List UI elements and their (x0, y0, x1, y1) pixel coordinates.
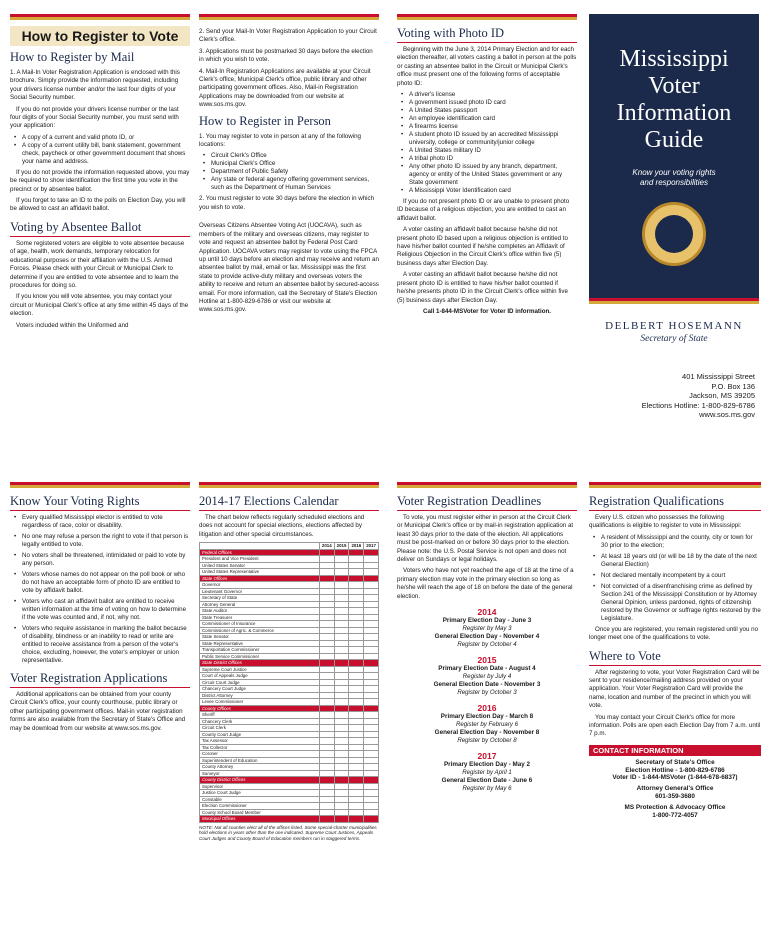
para: If you do not present photo ID or are unable to present photo ID because of a religious objection, you are entitled to cast an affidavit ballot. (397, 198, 570, 222)
list-item: • Voters who require assistance in marking the ballot because of disability, blindness or an inability to read or write are entitled to receive assistance from a person of the voter's choice, excluding, however, the voter's employer or union representative. (14, 625, 190, 665)
office-label: State Representative (200, 640, 320, 647)
deadline-year: 2014 (477, 607, 497, 618)
register-by: Register by February 6 (456, 721, 518, 729)
contact-line: Voter ID - 1-844-MSVoter (1-844-678-6837) (612, 774, 738, 782)
stripe (397, 14, 577, 20)
list-item: • Municipal Clerk's Office (203, 160, 379, 168)
para: A voter casting an affidavit ballot because he/she did not present photo ID based upon a religious objection is entitled to have his/her ballot counted if he/she completes an Affidavit of Religious Objection in the Circuit Clerk's office within five (5) business days after Election Day. (397, 226, 568, 267)
contact-block (589, 759, 761, 782)
list-item: • Department of Public Safety (203, 168, 379, 176)
para: Voters included within the Uniformed and (16, 321, 129, 329)
contact-line: Secretary of State's Office (635, 758, 715, 766)
contact-block (589, 804, 761, 820)
panel-deadlines (397, 482, 577, 927)
office-label: Supervisor (200, 783, 320, 790)
official-role: Secretary of State (640, 334, 708, 344)
panel-calendar (199, 482, 379, 927)
year-cell (349, 816, 364, 823)
heading-mail: How to Register by Mail (10, 50, 135, 64)
year-header: 2016 (349, 543, 364, 550)
office-label: Justice Court Judge (200, 790, 320, 797)
office-label: President and Vice President (200, 556, 320, 563)
stripe (589, 482, 761, 488)
list-item: • An employee identification card (401, 115, 577, 123)
office-label: Commissioner of Agric. & Commerce (200, 627, 320, 634)
deadline-year: 2016 (477, 703, 497, 714)
year-header: 2014 (319, 543, 334, 550)
panel-rights (10, 482, 190, 927)
register-by: Register by October 8 (457, 737, 517, 745)
year-cell (334, 816, 349, 823)
contact-line: Attorney General's Office (636, 785, 714, 793)
list-item: • Circuit Clerk's Office (203, 152, 379, 160)
list-item: • No voters shall be threatened, intimidated or paid to vote by any person. (14, 552, 190, 568)
office-label: Election Commissioner (200, 803, 320, 810)
cover-subtitle (589, 168, 759, 188)
register-by: Register by April 1 (462, 769, 512, 777)
para: You may contact your Circuit Clerk's office for more information. Polls are open each Election Day from 7 a.m. until 7 p.m. (589, 713, 761, 738)
list-item: • A United States passport (401, 107, 577, 115)
para: A voter casting an affidavit ballot because he/she did not present photo ID is entitled to have his/her ballot counted if he/she presents photo ID in the Circuit Clerk's office within five (5) business days after Election Day. (397, 271, 568, 304)
address-line: 401 Mississippi Street (682, 372, 755, 381)
list-item: • Every qualified Mississippi elector is entitled to vote regardless of race, color or disability. (14, 514, 190, 530)
cover-title (589, 46, 759, 154)
heading-absentee: Voting by Absentee Ballot (10, 220, 190, 237)
para: If you do not provide the information requested above, you may be required to show identification the first time you vote in the precinct or by absentee ballot. (10, 168, 190, 193)
office-label: Municipal Offices (200, 816, 320, 823)
election-day: Primary Election Day - June 3 (442, 617, 532, 625)
panel-photo-id (397, 14, 577, 464)
para: 2. You must register to vote 30 days before the election in which you wish to vote. (199, 195, 375, 211)
cover-panel (589, 14, 759, 304)
office-label: County District Offices (200, 777, 320, 784)
list-item: • At least 18 years old (or will be 18 by the date of the next General Election) (593, 553, 761, 569)
register-by: Register by May 6 (462, 785, 512, 793)
contact-line: 1-800-772-4057 (652, 811, 698, 819)
heading-deadlines: Voter Registration Deadlines (397, 494, 577, 511)
office-label: Coroner (200, 751, 320, 758)
table-note: NOTE: Not all counties elect all of the offices listed. Some special-charter municipalities hold elections in years other than the one indicated. Supreme Court Justices, Appeals Court Judges and County Board of Education members run in staggered terms. (199, 824, 377, 841)
office-label: District Attorney (200, 692, 320, 699)
year-cell (319, 816, 334, 823)
election-day: General Election Date - June 6 (441, 777, 533, 785)
contact-line: Election Hotline - 1-800-829-6786 (625, 766, 725, 774)
election-day: General Election Date - November 3 (433, 681, 541, 689)
state-seal-icon (642, 202, 706, 266)
office-label: Tax Assessor (200, 738, 320, 745)
elections-table (199, 542, 379, 823)
stripe (10, 14, 190, 20)
office-label: Secretary of State (200, 595, 320, 602)
office-label: County Attorney (200, 764, 320, 771)
office-label: Commissioner of Insurance (200, 621, 320, 628)
office-label: Federal Offices (200, 549, 320, 556)
office-label: Lieutenant Governor (200, 588, 320, 595)
list-item: • Voters who cast an affidavit ballot are entitled to receive written information at the time of voting on how to determine if the vote was counted and, if not, why not. (14, 598, 190, 622)
para: 1. A Mail-In Voter Registration Application is enclosed with this brochure. Simply provide the information requested, including your drivers license number and/or the last four digits of your Social Security number. (10, 69, 180, 102)
register-by: Register by October 3 (457, 689, 517, 697)
para: Additional applications can be obtained from your county Circuit Clerk's office, your county courthouse, public library or other participating government offices. Mail-in voter registration forms are also available from the Secretary of State's Office and may be download from our website at www.sos.ms.gov. (10, 691, 186, 732)
list-item: • Not convicted of a disenfranchising crime as defined by Section 241 of the Mississippi Constitution or by Attorney General Opinion, unless pardoned, rights of citizenship restored by the Governor or suffrage rights restored by the Legislature. (593, 583, 761, 623)
contact-line: MS Protection & Advocacy Office (624, 803, 726, 811)
deadline-list (397, 607, 577, 793)
office-label: Tax Collector (200, 744, 320, 751)
para: After registering to vote, your Voter Registration Card will be sent to your residence/mailing address provided on your application. Your Voter Registration Card will provide the name, location and number of the precinct in which you will vote. (589, 668, 760, 710)
list-item: • No one may refuse a person the right to vote if that person is legally entitled to vote. (14, 533, 190, 549)
year-header: 2015 (334, 543, 349, 550)
election-day: Primary Election Date - August 4 (438, 665, 536, 673)
para: 3. Applications must be postmarked 30 days before the election in which you wish to vote. (199, 47, 373, 64)
list-item: • Voters whose names do not appear on the poll book or who do not have an acceptable form of photo ID are entitled to vote by affidavit ballot. (14, 571, 190, 595)
heading-photo-id: Voting with Photo ID (397, 26, 577, 43)
heading-applications: Voter Registration Applications (10, 671, 190, 688)
para: If you know you will vote absentee, you may contact your circuit or Municipal Clerk's office at any time within 45 days of the election. (10, 293, 189, 318)
office-label: Chancery Clerk (200, 718, 320, 725)
register-by: Register by May 3 (462, 625, 512, 633)
year-header: 2017 (364, 543, 379, 550)
list-item: • Any other photo ID issued by any branch, department, agency or entity of the United States government or any State government (401, 163, 577, 187)
cover-title-line: Information (616, 100, 732, 126)
office-label: Circuit Court Judge (200, 679, 320, 686)
list-item: • Any state or federal agency offering government services, such as the Department of Human Services (203, 176, 379, 192)
para: 4. Mail-In Registration Applications are available at your Circuit Clerk's office, Municipal Clerk's office, public library and other participating government offices. Also, Mail-in Registration Applications may be downloaded from our website at www.sos.ms.gov. (199, 67, 371, 109)
subtitle-line: and responsibilities (639, 178, 709, 187)
cover-title-line: Guide (644, 127, 704, 153)
stripe (199, 482, 379, 488)
panel-qualifications (589, 482, 761, 927)
deadline-year: 2015 (477, 655, 497, 666)
para: Beginning with the June 3, 2014 Primary Election and for each election thereafter, all voters casting a ballot in person at the polls or casting an absentee ballot in the Circuit or Municipal Clerk's office must present one of the following forms of acceptable photo ID: (397, 46, 577, 87)
register-by: Register by October 4 (457, 641, 517, 649)
office-label: County Court Judge (200, 731, 320, 738)
heading-qualifications: Registration Qualifications (589, 494, 761, 511)
para: 1. You may register to vote in person at any of the following locations: (199, 132, 362, 149)
para: Some registered voters are eligible to vote absentee because of age, health, work demands, temporary relocation for educational purposes or their affiliation with the U.S. Armed Forces. Please check with your Circuit or Municipal Clerk to determine if you are entitled to vote absentee and to learn the procedures for doing so. (10, 239, 185, 289)
register-by: Register by July 4 (462, 673, 512, 681)
stripe (10, 482, 190, 488)
para: Voters who have not yet reached the age of 18 at the time of a primary election may vote in the primary election so long as he/she will reach the age of 18 on before the date of the general election. (397, 567, 574, 600)
office-label: Attorney General (200, 601, 320, 608)
heading-calendar: 2014-17 Elections Calendar (199, 494, 379, 511)
official-name: DELBERT HOSEMANN (605, 320, 743, 332)
deadline-year: 2017 (477, 751, 497, 762)
contact-heading: CONTACT INFORMATION (589, 745, 761, 756)
stripe (199, 14, 379, 20)
office-label: Public Service Commissioner (200, 653, 320, 660)
office-label: County School Board Member (200, 809, 320, 816)
website-link[interactable]: www.sos.ms.gov (699, 410, 755, 419)
office-label: Court of Appeals Judge (200, 673, 320, 680)
office-label: Surveyor (200, 770, 320, 777)
address-line: Jackson, MS 39205 (689, 391, 755, 400)
office-label: State Treasurer (200, 614, 320, 621)
stripe (397, 482, 577, 488)
office-label: Levee Commissioner (200, 699, 320, 706)
list-item: • A copy of a current utility bill, bank statement, government check, paycheck or other government document that shows your name and address. (14, 142, 190, 166)
contact-block (589, 785, 761, 801)
voter-id-call: Call 1-844-MSVoter for Voter ID information. (422, 307, 551, 315)
election-day: Primary Election Day - March 8 (440, 713, 534, 721)
para: To vote, you must register either in person at the Circuit Clerk or Municipal Clerk's office or by mail-in registration application at least 30 days prior to the date of the election. All applications must be post-marked on or before 30 days prior to the election. Please note: the U.S. Postal Service is not open and does not deliver on Sundays or legal holidays. (397, 514, 574, 564)
cover-title-line: Mississippi (619, 46, 729, 72)
para: Overseas Citizens Absentee Voting Act (UOCAVA), such as members of the military and overseas citizens, may register to vote and request an absentee ballot by Federal Post Card Application. UOCAVA voters may register to vote using the FPCA up until 10 days before an election and may receive and return an absentee ballot by mail, email or fax. Mississippi was the first state to provide active-duty military and overseas voters the ability to receive and return an absentee ballot by secured-access email. For more information, call the Secretary of State's Election Hotline at 1-800-829-6786 or visit our website at www.sos.ms.gov. (199, 222, 379, 314)
office-label: Governor (200, 582, 320, 589)
heading-person: How to Register in Person (199, 113, 331, 128)
para: Every U.S. citizen who possesses the following qualifications is eligible to register to vote in Mississippi: (589, 514, 742, 530)
contact-line: 601-359-3680 (655, 793, 695, 801)
list-item: • A copy of a current and valid photo ID, or (14, 134, 190, 142)
office-label: Transportation Commissioner (200, 647, 320, 654)
office-label: Chancery Court Judge (200, 686, 320, 693)
list-item: • A resident of Mississippi and the county, city or town for 30 prior to the election; (593, 534, 761, 550)
para: 2. Send your Mail-In Voter Registration Application to your Circuit Clerk's office. (199, 28, 377, 44)
subtitle-line: Know your voting rights (632, 168, 716, 177)
panel-register-person (199, 14, 379, 464)
list-item: • Not declared mentally incompetent by a court (593, 572, 761, 580)
office-label: United States Senator (200, 562, 320, 569)
para: If you forget to take an ID to the polls on Election Day, you will be allowed to cast an affidavit ballot. (10, 197, 186, 213)
year-cell (364, 816, 379, 823)
para: Once you are registered, you remain registered until you no longer meet one of the qualifications to vote. (589, 625, 759, 642)
list-item: • A Mississippi Voter Identification card (401, 187, 577, 195)
election-day: General Election Day - November 8 (434, 729, 540, 737)
election-day: General Election Day - November 4 (434, 633, 540, 641)
para: If you do not provide your drivers license number or the last four digits of your Social Security number, you must send with your application: (10, 105, 179, 130)
address-line: Elections Hotline: 1-800-829-6786 (641, 400, 755, 410)
office-label: United States Representative (200, 569, 320, 576)
panel-register-mail (10, 14, 190, 464)
office-label: Circuit Clerk (200, 725, 320, 732)
office-label: Superintendent of Education (200, 757, 320, 764)
list-item: • A student photo ID issued by an accredited Mississippi university, college or community/junior college (401, 131, 577, 147)
address (589, 372, 759, 420)
election-day: Primary Election Day - May 2 (443, 761, 531, 769)
list-item: • A tribal photo ID (401, 155, 577, 163)
office-label: State Auditor (200, 608, 320, 615)
list-item: • A United States military ID (401, 147, 577, 155)
office-label: Sheriff (200, 712, 320, 719)
heading-where: Where to Vote (589, 649, 761, 666)
office-label: State District Offices (200, 660, 320, 667)
office-label: State Offices (200, 575, 320, 582)
table-group-row (200, 816, 379, 823)
banner-title: How to Register to Vote (10, 26, 190, 46)
cover-contact (589, 304, 759, 464)
para: The chart below reflects regularly scheduled elections and does not account for special elections, elections affected by litigation and other special circumstances. (199, 514, 365, 538)
office-label: Constable (200, 796, 320, 803)
list-item: • A firearms license (401, 123, 577, 131)
list-item: • A government issued photo ID card (401, 99, 577, 107)
address-line: P.O. Box 136 (711, 381, 755, 391)
office-label: State Senator (200, 634, 320, 641)
cover-title-line: Voter (648, 73, 700, 99)
list-item: • A driver's license (401, 91, 577, 99)
office-label: Supreme Court Justice (200, 666, 320, 673)
office-label: County Offices (200, 705, 320, 712)
heading-rights: Know Your Voting Rights (10, 494, 190, 511)
